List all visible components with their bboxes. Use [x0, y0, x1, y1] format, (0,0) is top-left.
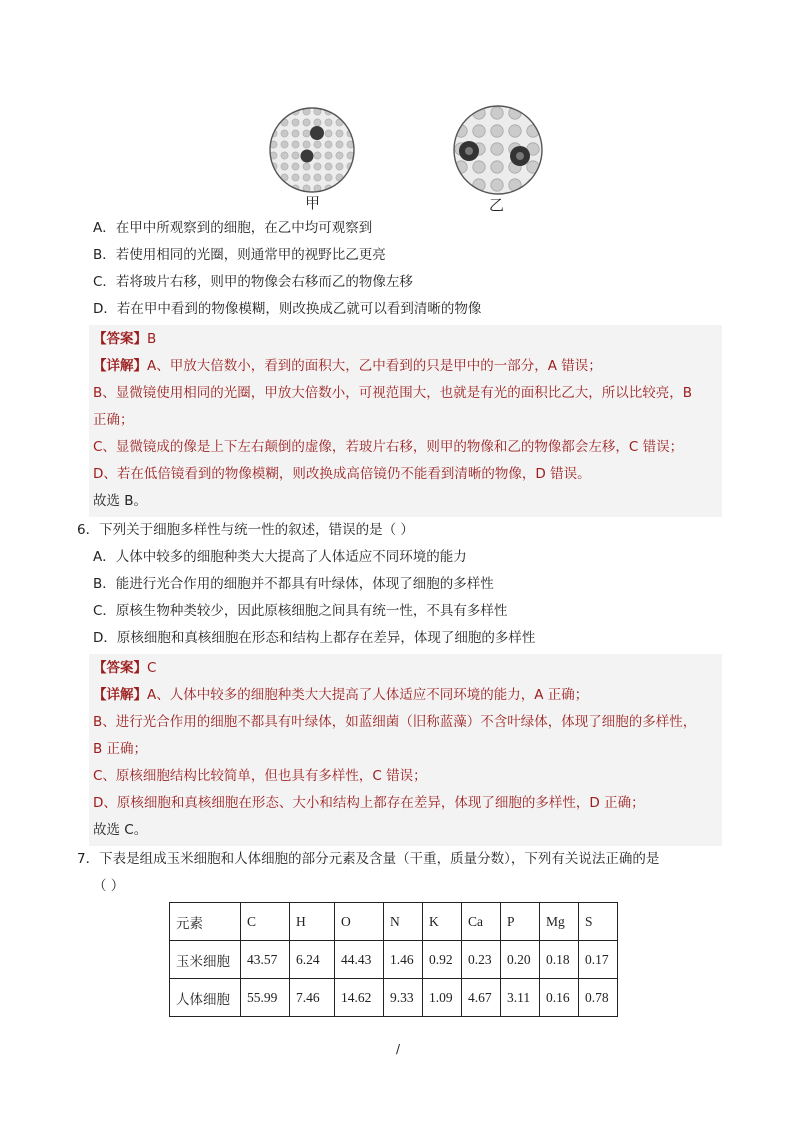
q5-detail-line-3: 正确； — [93, 412, 134, 428]
table-header-cell: C — [241, 903, 290, 941]
q5-answer — [93, 329, 156, 349]
table-cell: 44.43 — [335, 941, 384, 979]
q6-option-a: A．人体中较多的细胞种类大大提高了人体适应不同环境的能力 — [93, 549, 467, 565]
q7-stem-bracket: （ ） — [93, 878, 125, 894]
figure-label-b: 乙 — [489, 196, 505, 214]
table-cell: 人体细胞 — [170, 979, 241, 1017]
q6-detail-line-4: C、原核细胞结构比较简单，但也具有多样性，C 错误； — [93, 768, 427, 784]
microscope-view-a — [268, 106, 356, 194]
q5-detail-text-1: A、甲放大倍数小，看到的面积大，乙中看到的只是甲中的一部分，A 错误； — [147, 358, 602, 374]
table-cell: 0.92 — [423, 941, 462, 979]
q6-option-c: C．原核生物种类较少，因此原核细胞之间具有统一性，不具有多样性 — [93, 603, 508, 619]
table-cell: 0.18 — [540, 941, 579, 979]
table-cell: 玉米细胞 — [170, 941, 241, 979]
table-cell: 14.62 — [335, 979, 384, 1017]
microscope-view-b — [452, 104, 544, 196]
q6-answer-tag: 【答案】 — [93, 660, 147, 676]
table-header-row — [170, 903, 618, 941]
table-header-cell: P — [501, 903, 540, 941]
table-cell: 9.33 — [384, 979, 423, 1017]
table-cell: 0.23 — [462, 941, 501, 979]
table-header-cell: H — [290, 903, 335, 941]
q5-answer-block — [89, 325, 722, 517]
q6-detail-line-1 — [93, 685, 588, 705]
table-cell: 3.11 — [501, 979, 540, 1017]
table-cell: 0.17 — [579, 941, 618, 979]
q6-option-b: B．能进行光合作用的细胞并不都具有叶绿体，体现了细胞的多样性 — [93, 576, 494, 592]
q5-detail-tag: 【详解】 — [93, 358, 147, 374]
q6-detail-line-3: B 正确； — [93, 741, 148, 757]
q6-option-d: D．原核细胞和真核细胞在形态和结构上都存在差异，体现了细胞的多样性 — [93, 630, 536, 646]
q6-answer — [93, 658, 156, 678]
table-cell: 43.57 — [241, 941, 290, 979]
table-header-cell: O — [335, 903, 384, 941]
table-header-cell: N — [384, 903, 423, 941]
table-cell: 1.46 — [384, 941, 423, 979]
q5-detail-line-2: B、显微镜使用相同的光圈，甲放大倍数小，可视范围大，也就是有光的面积比乙大，所以比较亮，B — [93, 385, 693, 401]
q5-option-b: B．若使用相同的光圈，则通常甲的视野比乙更亮 — [93, 247, 386, 263]
table-row — [170, 979, 618, 1017]
q5-option-a: A．在甲中所观察到的细胞，在乙中均可观察到 — [93, 220, 373, 236]
q6-detail-text-1: A、人体中较多的细胞种类大大提高了人体适应不同环境的能力，A 正确； — [147, 687, 589, 703]
q6-conclusion: 故选 C。 — [93, 822, 148, 838]
q5-option-d: D．若在甲中看到的物像模糊，则改换成乙就可以看到清晰的物像 — [93, 301, 482, 317]
q7-stem: 7．下表是组成玉米细胞和人体细胞的部分元素及含量（干重，质量分数），下列有关说法正确的是 — [77, 851, 660, 867]
q6-detail-tag: 【详解】 — [93, 687, 147, 703]
table-cell: 0.20 — [501, 941, 540, 979]
table-header-cell: K — [423, 903, 462, 941]
table-cell: 6.24 — [290, 941, 335, 979]
table-cell: 4.67 — [462, 979, 501, 1017]
q5-answer-value: B — [147, 331, 157, 347]
table-cell: 7.46 — [290, 979, 335, 1017]
page-number: / — [396, 1042, 401, 1056]
q5-detail-line-1 — [93, 356, 602, 376]
element-content-table — [169, 902, 618, 1017]
table-header-cell: Mg — [540, 903, 579, 941]
q6-stem: 6．下列关于细胞多样性与统一性的叙述，错误的是（ ） — [77, 522, 414, 538]
table-header-cell: S — [579, 903, 618, 941]
table-row — [170, 941, 618, 979]
table-cell: 1.09 — [423, 979, 462, 1017]
table-header-cell: 元素 — [170, 903, 241, 941]
q6-answer-value: C — [147, 660, 157, 676]
table-cell: 0.16 — [540, 979, 579, 1017]
q5-answer-tag: 【答案】 — [93, 331, 147, 347]
table-header-cell: Ca — [462, 903, 501, 941]
q6-detail-line-2: B、进行光合作用的细胞不都具有叶绿体，如蓝细菌（旧称蓝藻）不含叶绿体，体现了细胞的多样性， — [93, 714, 697, 730]
table-cell: 0.78 — [579, 979, 618, 1017]
q5-detail-line-4: C、显微镜成的像是上下左右颠倒的虚像，若玻片右移，则甲的物像和乙的物像都会左移，C 错误； — [93, 439, 684, 455]
table-cell: 55.99 — [241, 979, 290, 1017]
figure-label-a: 甲 — [305, 194, 321, 212]
q6-answer-block — [89, 654, 722, 846]
q5-detail-line-5: D、若在低倍镜看到的物像模糊，则改换成高倍镜仍不能看到清晰的物像，D 错误。 — [93, 466, 591, 482]
q5-conclusion: 故选 B。 — [93, 493, 148, 509]
q6-detail-line-5: D、原核细胞和真核细胞在形态、大小和结构上都存在差异，体现了细胞的多样性，D 正确； — [93, 795, 645, 811]
q5-option-c: C．若将玻片右移，则甲的物像会右移而乙的物像左移 — [93, 274, 413, 290]
